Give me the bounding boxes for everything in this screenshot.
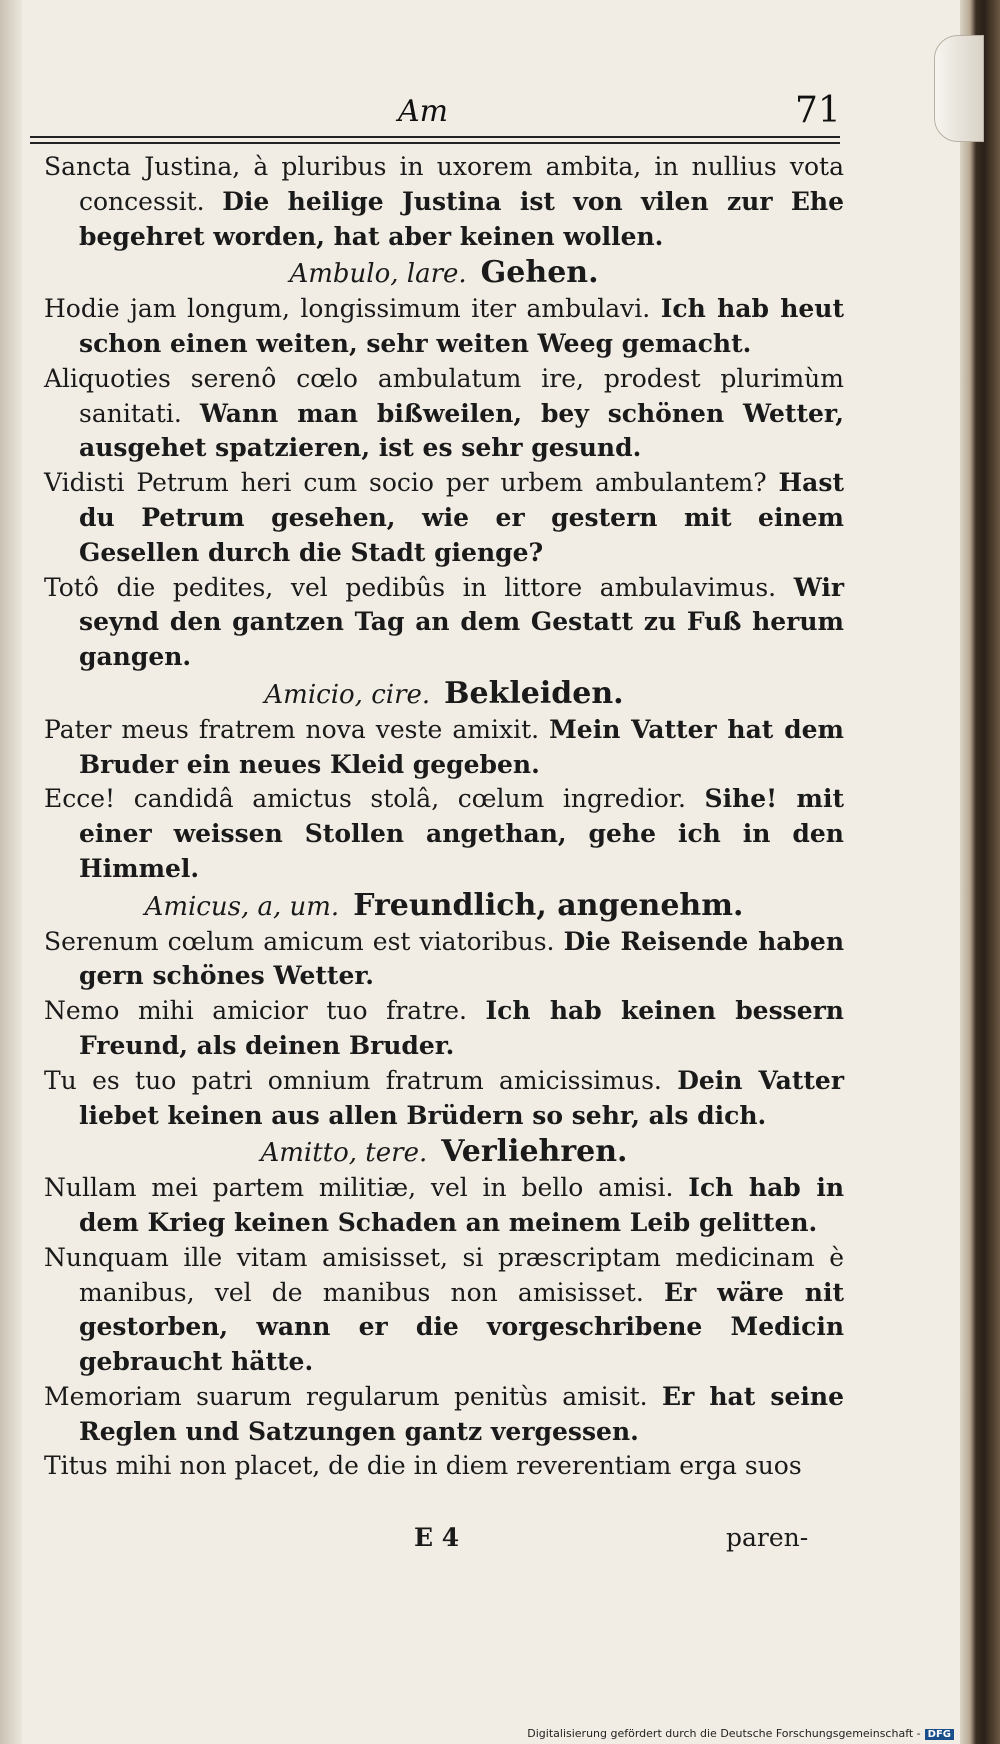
- german-translation: Mein Vatter hat dem Bruder ein neues Kleid gegeben.: [79, 714, 844, 779]
- german-translation: Sihe! mit einer weissen Stollen angethan, gehe ich in den Himmel.: [79, 784, 845, 883]
- german-translation: Er hat seine Reglen und Satzungen gantz vergessen.: [79, 1381, 844, 1446]
- latin-text: Nemo mihi amicior tuo fratre.: [44, 996, 467, 1026]
- latin-text: Memoriam suarum regularum penitùs amisit.: [44, 1381, 648, 1411]
- book-edge: [960, 0, 1000, 1744]
- example-sentence: [44, 292, 844, 362]
- page-header: [30, 86, 840, 142]
- latin-text: Vidisti Petrum heri cum socio per urbem ambulantem?: [44, 468, 767, 498]
- dictionary-body: [44, 150, 844, 1484]
- example-sentence: [44, 1171, 844, 1241]
- german-translation: Er wäre nit gestorben, wann er die vorgeschribene Medicin gebraucht hätte.: [79, 1277, 844, 1377]
- example-sentence: [44, 1241, 844, 1380]
- example-sentence: [44, 713, 844, 783]
- page-footer: [44, 1523, 844, 1563]
- signature-mark: E 4: [414, 1523, 460, 1552]
- latin-text: Totô die pedites, vel pedibûs in littore ambulavimus.: [44, 572, 777, 602]
- example-sentence: [44, 150, 844, 254]
- entry-heading: [44, 256, 844, 292]
- page-number: 71: [795, 90, 841, 131]
- example-sentence: [44, 1449, 844, 1484]
- heading-latin: Ambulo, lare.: [289, 259, 467, 290]
- credit-text: Digitalisierung gefördert durch die Deutsche Forschungsgemeinschaft -: [527, 1727, 921, 1740]
- example-sentence: [44, 925, 844, 995]
- german-translation: Wir seynd den gantzen Tag an dem Gestatt zu Fuß herum gangen.: [79, 572, 844, 672]
- catchword: paren-: [726, 1523, 809, 1552]
- latin-text: Aliquoties serenô cœlo ambulatum ire, prodest plurimùm sanitati.: [44, 363, 844, 428]
- example-sentence: [44, 571, 844, 675]
- german-translation: Ich hab in dem Krieg keinen Schaden an meinem Leib gelitten.: [79, 1173, 844, 1237]
- running-head: Am: [398, 94, 449, 129]
- latin-text: Tu es tuo patri omnium fratrum amicissimus.: [44, 1065, 662, 1095]
- german-translation: Dein Vatter liebet keinen aus allen Brüdern so sehr, als dich.: [79, 1065, 844, 1130]
- heading-latin: Amitto, tere.: [260, 1138, 428, 1169]
- latin-text: Nunquam ille vitam amisisset, si præscriptam medicinam è manibus, vel de manibus non amisisset.: [44, 1242, 844, 1307]
- header-rule: [30, 136, 840, 144]
- german-translation: Hast du Petrum gesehen, wie er gestern mit einem Gesellen durch die Stadt gienge?: [79, 468, 844, 567]
- german-translation: Die heilige Justina ist von vilen zur Ehe begehret worden, hat aber keinen wollen.: [79, 186, 845, 251]
- latin-text: Nullam mei partem militiæ, vel in bello amisi.: [44, 1173, 674, 1203]
- example-sentence: [44, 994, 844, 1064]
- digitization-credit: [527, 1727, 954, 1740]
- entry-heading: [44, 889, 844, 925]
- entry-heading: [44, 677, 844, 713]
- left-gutter: [0, 0, 22, 1744]
- german-translation: Ich hab keinen bessern Freund, als deinen Bruder.: [79, 996, 844, 1060]
- example-sentence: [44, 1380, 844, 1450]
- german-translation: Ich hab heut schon einen weiten, sehr weiten Weeg gemacht.: [79, 294, 845, 358]
- page-clip: [934, 35, 984, 142]
- heading-latin: Amicio, cire.: [264, 679, 431, 710]
- latin-text: Pater meus fratrem nova veste amixit.: [44, 714, 540, 744]
- example-sentence: [44, 362, 844, 466]
- german-translation: Die Reisende haben gern schönes Wetter.: [79, 926, 845, 991]
- latin-text: Serenum cœlum amicum est viatoribus.: [44, 926, 555, 956]
- example-sentence: [44, 466, 844, 570]
- example-sentence: [44, 1064, 844, 1134]
- heading-german: Freundlich, angenehm.: [353, 887, 744, 923]
- example-sentence: [44, 782, 844, 886]
- heading-german: Gehen.: [480, 255, 599, 291]
- latin-text: Hodie jam longum, longissimum iter ambulavi.: [44, 294, 651, 324]
- latin-text: Titus mihi non placet, de die in diem reverentiam erga suos: [44, 1451, 802, 1481]
- heading-german: Bekleiden.: [444, 675, 624, 711]
- entry-heading: [44, 1135, 844, 1171]
- german-translation: Wann man bißweilen, bey schönen Wetter, ausgehet spatzieren, ist es sehr gesund.: [79, 398, 844, 463]
- latin-text: Sancta Justina, à pluribus in uxorem ambita, in nullius vota concessit.: [44, 152, 844, 216]
- heading-latin: Amicus, a, um.: [144, 891, 340, 922]
- latin-text: Ecce! candidâ amictus stolâ, cœlum ingredior.: [44, 784, 686, 814]
- heading-german: Verliehren.: [441, 1134, 628, 1170]
- dfg-logo: DFG: [925, 1729, 954, 1740]
